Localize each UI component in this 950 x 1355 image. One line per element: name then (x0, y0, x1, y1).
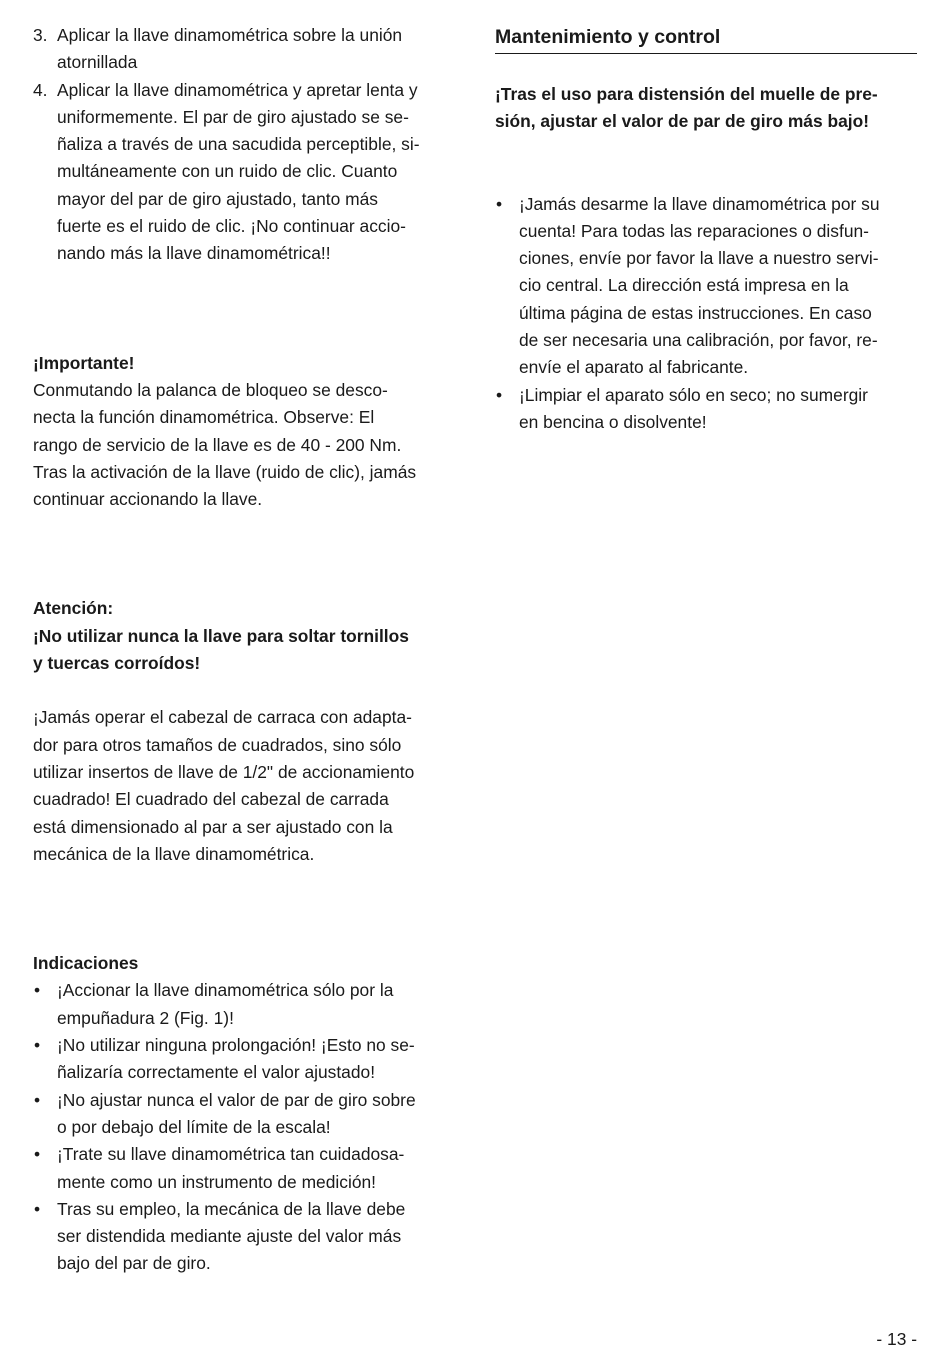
bullet-icon: • (34, 1035, 41, 1056)
attention-section (33, 595, 458, 868)
section-title: Mantenimiento y control (495, 22, 917, 54)
indications-list (33, 977, 458, 1277)
steps-list (33, 22, 458, 268)
step-text: Aplicar la llave dinamométrica y apretar lenta y uniformemente. El par de giro ajustado se se- ñaliza a través de una sacudida perceptible, si- multáneamente con un ruido de clic. Cuanto mayor del par de giro ajustado, tanto más fuerte es el ruido de clic. ¡No continuar accio- nando más la llave dinamométrica!! (57, 79, 420, 264)
attention-heading: Atención: (33, 598, 114, 619)
bullet-icon: • (34, 1144, 41, 1165)
attention-body: ¡Jamás operar el cabezal de carraca con adapta- dor para otros tamaños de cuadrados, sino sólo utilizar insertos de llave de 1/2" de accionamiento cuadrado! El cuadrado del cabezal de carrada está dimensionado al par a ser ajustado con la mecánica de la llave dinamométrica. (33, 707, 415, 864)
indications-heading: Indicaciones (33, 953, 139, 974)
list-item: • ¡Jamás desarme la llave dinamométrica por su cuenta! Para todas las reparaciones o disfun- ciones, envíe por favor la llave a nuestro servi- cio central. La dirección está impresa en la última página de estas instrucciones. En caso de ser necesaria una calibración, por favor, re- envíe el aparato al fabricante. (495, 191, 917, 382)
bullet-icon: • (34, 1198, 41, 1219)
right-column (495, 22, 917, 436)
bullet-icon: • (496, 193, 503, 214)
maintenance-list (495, 191, 917, 437)
bullet-icon: • (34, 1089, 41, 1110)
attention-warning: ¡No utilizar nunca la llave para soltar tornillos y tuercas corroídos! (33, 625, 409, 674)
step-item (33, 22, 458, 77)
list-item: • Tras su empleo, la mecánica de la llave debe ser distendida mediante ajuste del valor más bajo del par de giro. (33, 1196, 458, 1278)
left-column (33, 22, 458, 1278)
step-text: Aplicar la llave dinamométrica sobre la unión atornillada (57, 25, 403, 73)
list-item: • ¡No utilizar ninguna prolongación! ¡Esto no se- ñalizaría correctamente el valor ajustado! (33, 1032, 458, 1087)
important-section (33, 350, 458, 514)
list-item: • ¡Accionar la llave dinamométrica sólo por la empuñadura 2 (Fig. 1)! (33, 977, 458, 1032)
page-number: - 13 - (876, 1329, 917, 1349)
important-heading: ¡Importante! (33, 352, 135, 373)
step-number: 4. (33, 79, 48, 100)
bullet-icon: • (496, 384, 503, 405)
list-item: • ¡Limpiar el aparato sólo en seco; no sumergir en bencina o disolvente! (495, 382, 917, 437)
list-item: • ¡Trate su llave dinamométrica tan cuidadosa- mente como un instrumento de medición! (33, 1141, 458, 1196)
maintenance-notice: ¡Tras el uso para distensión del muelle de pre- sión, ajustar el valor de par de giro más bajo! (495, 84, 878, 132)
list-item: • ¡No ajustar nunca el valor de par de giro sobre o por debajo del límite de la escala! (33, 1087, 458, 1142)
step-item (33, 77, 458, 268)
indications-section (33, 950, 458, 1278)
step-number: 3. (33, 25, 48, 45)
bullet-icon: • (34, 980, 41, 1001)
important-body: Conmutando la palanca de bloqueo se desco- necta la función dinamométrica. Observe: El rango de servicio de la llave es de 40 - 200 Nm. Tras la activación de la llave (ruido de clic), jamás continuar accionando la llave. (33, 379, 417, 510)
